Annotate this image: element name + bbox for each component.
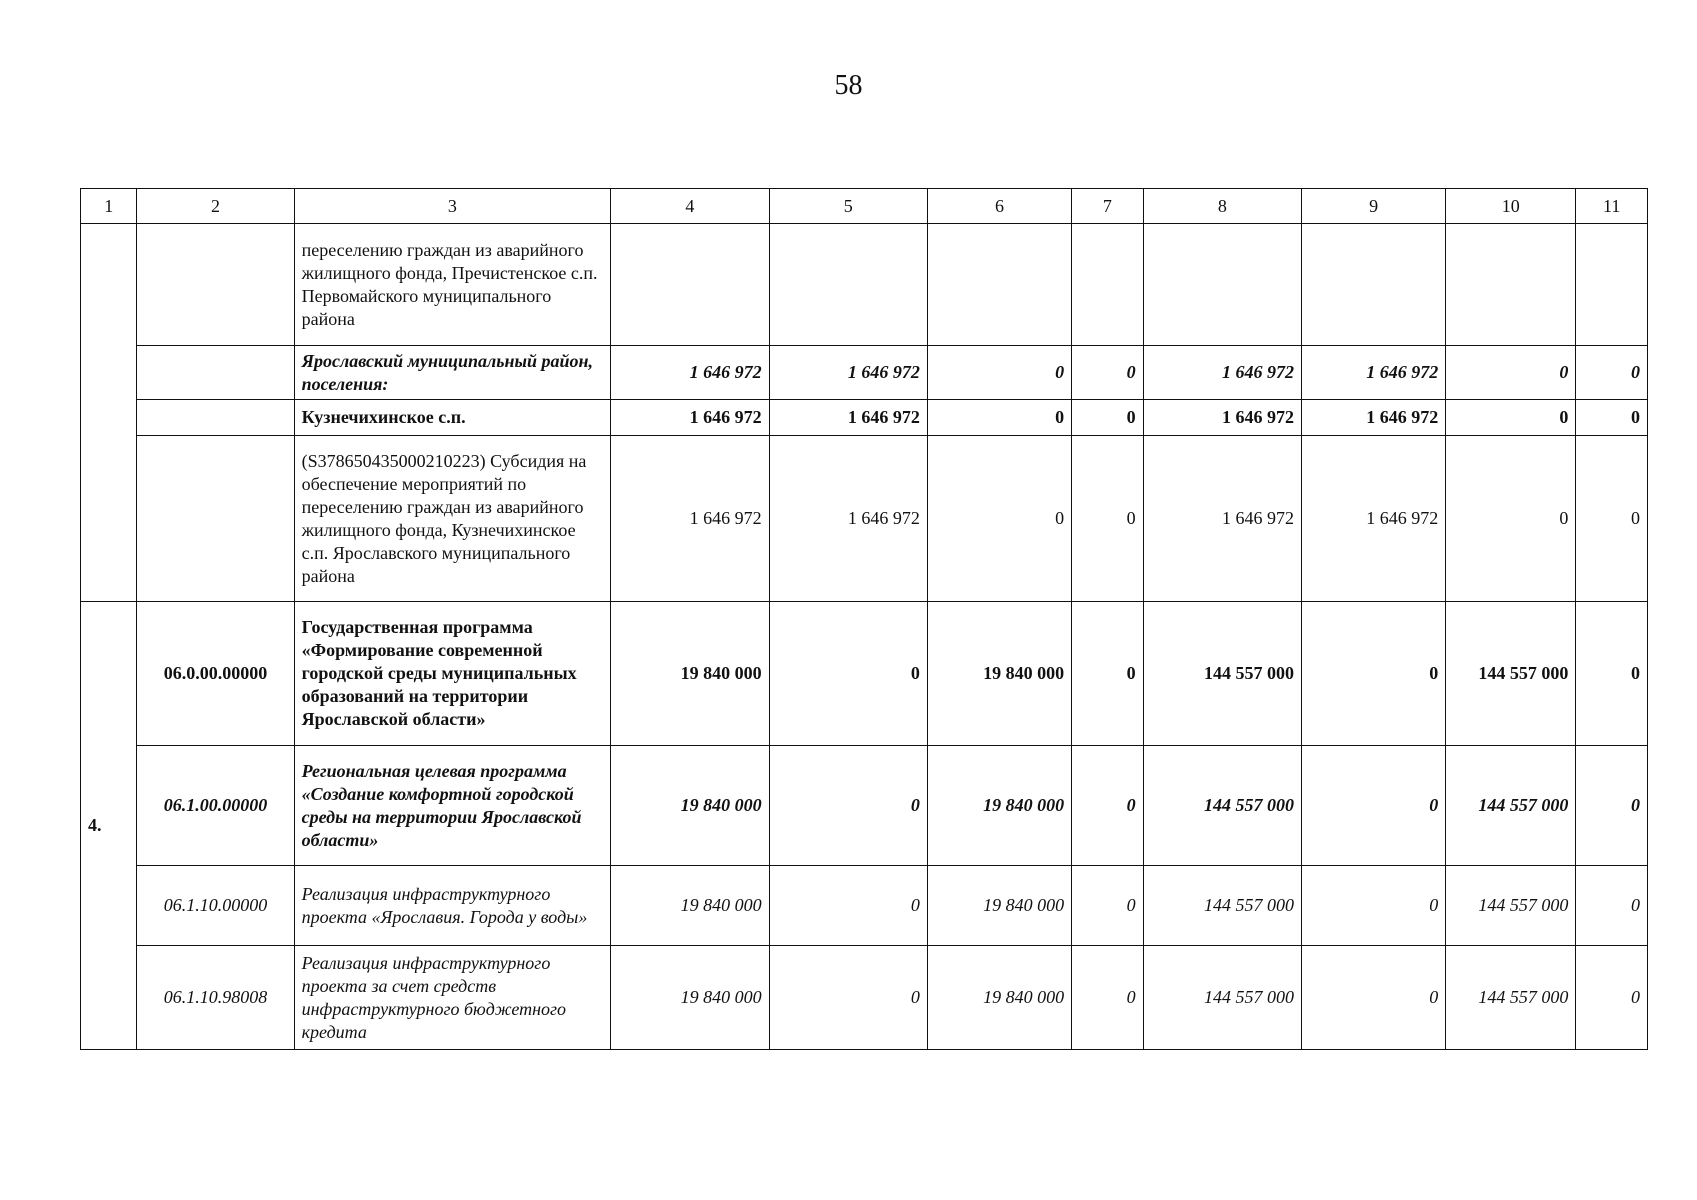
amount-cell: 144 557 000	[1446, 602, 1576, 746]
amount-cell: 1 646 972	[1143, 400, 1301, 436]
amount-cell: 1 646 972	[1143, 346, 1301, 400]
budget-code-cell	[137, 400, 294, 436]
amount-cell: 1 646 972	[1301, 400, 1445, 436]
column-header: 7	[1072, 189, 1144, 224]
amount-cell: 144 557 000	[1143, 946, 1301, 1050]
table-row	[81, 346, 1648, 400]
amount-cell: 19 840 000	[927, 866, 1071, 946]
table-row	[81, 746, 1648, 866]
amount-cell: 0	[1072, 946, 1144, 1050]
column-header: 3	[294, 189, 611, 224]
amount-cell: 0	[1072, 400, 1144, 436]
row-index-cell	[81, 224, 137, 602]
item-name-cell: Реализация инфраструктурного проекта «Ярославия. Города у воды»	[294, 866, 611, 946]
table-row	[81, 602, 1648, 746]
amount-cell: 19 840 000	[611, 946, 769, 1050]
amount-cell: 0	[1576, 866, 1648, 946]
table-row	[81, 400, 1648, 436]
budget-code-cell: 06.1.10.00000	[137, 866, 294, 946]
item-name-cell: Кузнечихинское с.п.	[294, 400, 611, 436]
table-row	[81, 224, 1648, 346]
amount-cell: 144 557 000	[1446, 866, 1576, 946]
amount-cell: 0	[1072, 346, 1144, 400]
budget-code-cell: 06.0.00.00000	[137, 602, 294, 746]
amount-cell: 0	[927, 346, 1071, 400]
amount-cell: 19 840 000	[927, 946, 1071, 1050]
amount-cell	[769, 224, 927, 346]
amount-cell: 0	[1576, 946, 1648, 1050]
amount-cell: 144 557 000	[1143, 866, 1301, 946]
amount-cell: 0	[1072, 866, 1144, 946]
row-index-cell: 4.	[81, 602, 137, 1050]
amount-cell: 1 646 972	[1301, 436, 1445, 602]
amount-cell: 0	[1446, 400, 1576, 436]
column-header: 6	[927, 189, 1071, 224]
amount-cell: 1 646 972	[1301, 346, 1445, 400]
table-row	[81, 436, 1648, 602]
amount-cell: 0	[927, 400, 1071, 436]
amount-cell: 0	[769, 746, 927, 866]
amount-cell: 0	[769, 602, 927, 746]
amount-cell: 0	[1072, 436, 1144, 602]
table-row	[81, 866, 1648, 946]
amount-cell: 144 557 000	[1143, 746, 1301, 866]
column-header: 5	[769, 189, 927, 224]
table-body	[81, 224, 1648, 1050]
column-header: 10	[1446, 189, 1576, 224]
amount-cell: 1 646 972	[611, 400, 769, 436]
amount-cell	[1143, 224, 1301, 346]
amount-cell: 1 646 972	[769, 436, 927, 602]
item-name-cell: переселению граждан из аварийного жилищного фонда, Пречистенское с.п. Первомайского муниципального района	[294, 224, 611, 346]
amount-cell: 0	[1576, 400, 1648, 436]
amount-cell: 0	[1446, 346, 1576, 400]
column-header: 2	[137, 189, 294, 224]
amount-cell	[1576, 224, 1648, 346]
amount-cell: 1 646 972	[611, 346, 769, 400]
budget-code-cell	[137, 346, 294, 400]
amount-cell: 19 840 000	[611, 602, 769, 746]
amount-cell: 0	[1446, 436, 1576, 602]
column-header: 9	[1301, 189, 1445, 224]
column-header: 8	[1143, 189, 1301, 224]
amount-cell	[1072, 224, 1144, 346]
table-header-row	[81, 189, 1648, 224]
amount-cell: 1 646 972	[769, 400, 927, 436]
amount-cell	[1301, 224, 1445, 346]
amount-cell: 1 646 972	[1143, 436, 1301, 602]
amount-cell: 144 557 000	[1143, 602, 1301, 746]
amount-cell: 144 557 000	[1446, 746, 1576, 866]
amount-cell: 0	[927, 436, 1071, 602]
amount-cell: 0	[1301, 866, 1445, 946]
amount-cell: 0	[1301, 946, 1445, 1050]
amount-cell	[611, 224, 769, 346]
amount-cell: 0	[769, 946, 927, 1050]
amount-cell: 19 840 000	[611, 866, 769, 946]
item-name-cell: Региональная целевая программа «Создание комфортной городской среды на территории Ярославской области»	[294, 746, 611, 866]
amount-cell: 0	[1301, 602, 1445, 746]
amount-cell: 19 840 000	[927, 602, 1071, 746]
item-name-cell: Ярославский муниципальный район, поселения:	[294, 346, 611, 400]
budget-code-cell	[137, 436, 294, 602]
amount-cell: 19 840 000	[927, 746, 1071, 866]
budget-table	[80, 188, 1648, 1050]
amount-cell	[1446, 224, 1576, 346]
column-header: 11	[1576, 189, 1648, 224]
amount-cell: 0	[1072, 746, 1144, 866]
amount-cell: 1 646 972	[769, 346, 927, 400]
column-header: 4	[611, 189, 769, 224]
amount-cell: 0	[1576, 746, 1648, 866]
amount-cell: 0	[1576, 602, 1648, 746]
page-number: 58	[834, 70, 863, 101]
column-header: 1	[81, 189, 137, 224]
item-name-cell: Государственная программа «Формирование современной городской среды муниципальных образований на территории Ярославской области»	[294, 602, 611, 746]
amount-cell: 144 557 000	[1446, 946, 1576, 1050]
amount-cell: 0	[769, 866, 927, 946]
amount-cell: 0	[1576, 346, 1648, 400]
budget-code-cell: 06.1.10.98008	[137, 946, 294, 1050]
amount-cell: 0	[1576, 436, 1648, 602]
item-name-cell: Реализация инфраструктурного проекта за счет средств инфраструктурного бюджетного кредита	[294, 946, 611, 1050]
amount-cell: 1 646 972	[611, 436, 769, 602]
table-row	[81, 946, 1648, 1050]
item-name-cell: (S378650435000210223) Субсидия на обеспечение мероприятий по переселению граждан из аварийного жилищного фонда, Кузнечихинское с.п. Ярославского муниципального района	[294, 436, 611, 602]
amount-cell: 0	[1072, 602, 1144, 746]
amount-cell: 19 840 000	[611, 746, 769, 866]
amount-cell	[927, 224, 1071, 346]
budget-code-cell: 06.1.00.00000	[137, 746, 294, 866]
budget-code-cell	[137, 224, 294, 346]
amount-cell: 0	[1301, 746, 1445, 866]
